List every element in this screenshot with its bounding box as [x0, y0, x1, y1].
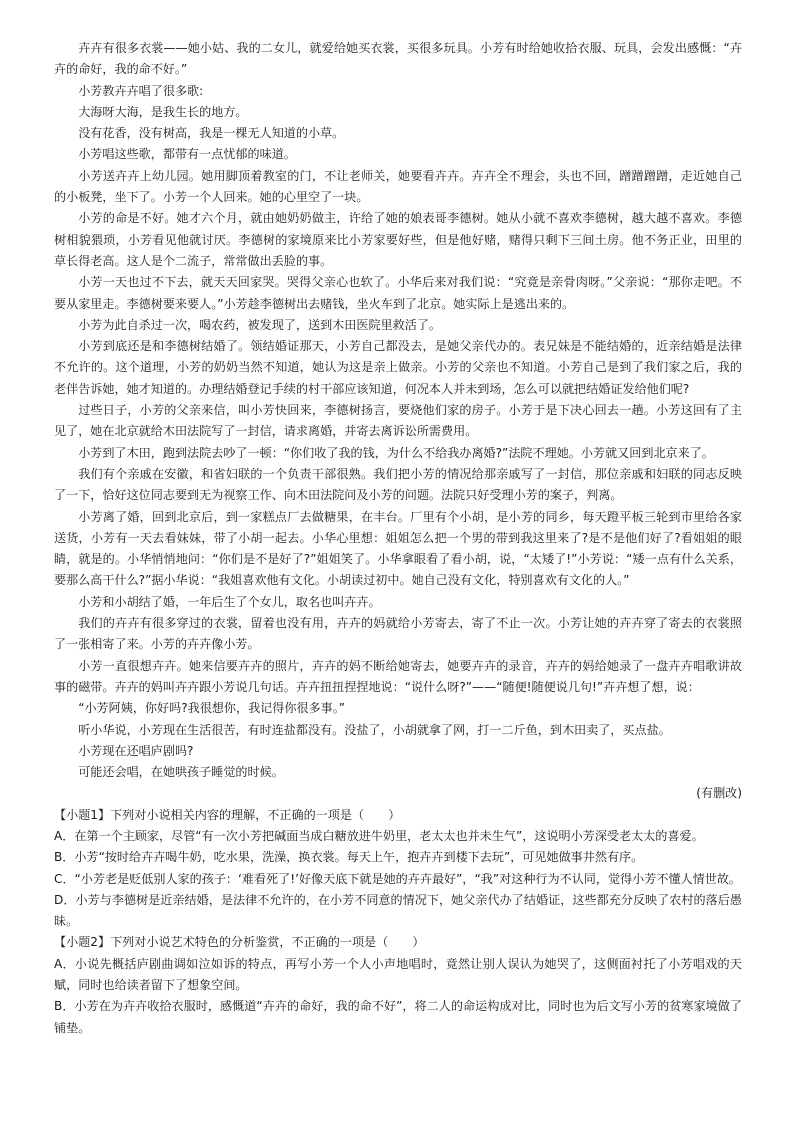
- question-option: B．小芳“按时给卉卉喝牛奶，吃水果，洗澡，换衣裳。每天上午，抱卉卉到楼下去玩”，可见她做事井然有序。: [54, 850, 644, 865]
- questions-section: [54, 805, 742, 1039]
- story-quote: “小芳阿姨，你好吗?我很想你，我记得你很多事。”: [78, 701, 346, 716]
- story-paragraph: 可能还会唱，在她哄孩子睡觉的时候。: [78, 765, 284, 780]
- question-stem: 【小题2】下列对小说艺术特色的分析鉴赏，不正确的一项是（ ）: [54, 935, 425, 950]
- song-lyric: 大海呀大海，是我生长的地方。: [78, 104, 248, 119]
- question-option: B．小芳在为卉卉收拾衣服时，感慨道“卉卉的命好，我的命不好”，将二人的命运构成对比，同时也为后文写小芳的贫寒家境做了铺垫。: [54, 999, 742, 1035]
- story-paragraph: 小芳一天也过不下去，就天天回家哭。哭得父亲心也软了。小华后来对我们说：“究竟是亲骨肉呀。”父亲说：“那你走吧。不要从家里走。李德树要来要人。”小芳趁李德树出去赌钱，坐火车到了北京。她实际上是逃出来的。: [54, 275, 742, 311]
- story-paragraph: 我们的卉卉有很多穿过的衣裳，留着也没有用，卉卉的妈就给小芳寄去，寄了不止一次。小芳让她的卉卉穿了寄去的衣裳照了一张相寄了来。小芳的卉卉像小芳。: [54, 616, 742, 652]
- source-note: (有删改): [696, 786, 742, 801]
- story-paragraph: 小芳现在还唱庐剧吗?: [78, 743, 194, 758]
- story-paragraph: 过些日子，小芳的父亲来信，叫小芳快回来，李德树扬言，要烧他们家的房子。小芳于是下决心回去一趟。小芳这回有了主见了，她在北京就给木田法院写了一封信，请求离婚，并寄去离诉讼所需费用。: [54, 403, 742, 439]
- story-paragraph: 卉卉有很多衣裳——她小姑、我的二女儿，就爱给她买衣裳，买很多玩具。小芳有时给她收拾衣服、玩具，会发出感慨：“卉卉的命好，我的命不好。”: [54, 41, 742, 77]
- story-paragraph: 小芳到了木田，跑到法院去吵了一顿：“你们收了我的钱，为什么不给我办离婚?”法院不理她。小芳就又回到北京来了。: [78, 445, 714, 460]
- story-paragraph: 小芳唱这些歌，都带有一点忧郁的味道。: [78, 147, 296, 162]
- story-paragraph: 小芳一直很想卉卉。她来信要卉卉的照片，卉卉的妈不断给她寄去，她要卉卉的录音，卉卉的妈给她录了一盘卉卉唱歌讲故事的磁带。卉卉的妈叫卉卉跟小芳说几句话。卉卉扭扭捏捏地说：“说什么呀?”——“随便!随便说几句!”卉卉想了想，说：: [54, 658, 742, 694]
- story-body: [54, 38, 742, 805]
- song-lyric: 没有花香，没有树高，我是一棵无人知道的小草。: [78, 126, 345, 141]
- question-option: D．小芳与李德树是近亲结婚，是法律不允许的，在小芳不同意的情况下，她父亲代办了结婚证，这些都充分反映了农村的落后愚昧。: [54, 892, 742, 929]
- story-paragraph: 小芳的命是不好。她才六个月，就由她奶奶做主，许给了她的娘表哥李德树。她从小就不喜欢李德树，越大越不喜欢。李德树相貌猥琐，小芳看见他就讨厌。李德树的家境原来比小芳家要好些，但是他好赌，赌得只剩下三间土房。他不务正业，田里的草长得老高。这人是个二流子，常常做出丢脸的事。: [54, 211, 742, 268]
- story-paragraph: 小芳到底还是和李德树结婚了。领结婚证那天，小芳自己都没去，是她父亲代办的。表兄妹是不能结婚的，近亲结婚是法律不允许的。这个道理，小芳的奶奶当然不知道，她认为这是亲上做亲。小芳的父亲也不知道。小芳自己是到了我们家之后，我的老伴告诉她，她才知道的。办理结婚登记手续的村干部应该知道，何况本人并未到场，怎么可以就把结婚证发给他们呢?: [54, 339, 742, 396]
- story-paragraph: 小芳和小胡结了婚，一年后生了个女儿，取名也叫卉卉。: [78, 594, 381, 609]
- question-option: A．在第一个主顾家，尽管“有一次小芳把碱面当成白糖放进牛奶里，老太太也并未生气”，这说明小芳深受老太太的喜爱。: [54, 828, 704, 843]
- question-stem: 【小题1】下列对小说相关内容的理解，不正确的一项是（ ）: [54, 807, 401, 822]
- question-option: C．“小芳老是贬低别人家的孩子：‘难看死了!’好像天底下就是她的卉卉最好”，“我”对这种行为不认同，觉得小芳不懂人情世故。: [54, 871, 742, 886]
- story-paragraph: 小芳送卉卉上幼儿园。她用脚顶着教室的门，不让老师关，她要看卉卉。卉卉全不理会，头也不回，蹭蹭蹭蹭，走近她自己的小板凳，坐下了。小芳一个人回来。她的心里空了一块。: [54, 168, 742, 205]
- story-paragraph: 我们有个亲戚在安徽，和省妇联的一个负责干部很熟。我们把小芳的情况给那亲戚写了一封信，那位亲戚和妇联的同志反映了一下，恰好这位同志要到无为视察工作、向木田法院问及小芳的问题。法院只好受理小芳的案子，判离。: [54, 466, 742, 503]
- story-paragraph: 小芳离了婚，回到北京后，到一家糕点厂去做糖果，在丰台。厂里有个小胡，是小芳的同乡，每天蹬平板三轮到市里给各家送货，小芳有一天去看妹妹，带了小胡一起去。小华心里想：姐姐怎么把一个男的带到我这里来了?是不是他们好了?看姐姐的眼睛，就是的。小华悄悄地问：“你们是不是好了?”姐姐笑了。小华拿眼看了看小胡，说，“太矮了!”小芳说：“矮一点有什么关系，要那么高干什么?”据小华说：“我姐喜欢他有文化。小胡读过初中。她自己没有文化，特别喜欢有文化的人。”: [54, 509, 742, 588]
- story-paragraph: 听小华说，小芳现在生活很苦，有时连盐都没有。没盐了，小胡就拿了网，打一二斤鱼，到木田卖了，买点盐。: [78, 722, 671, 737]
- story-paragraph: 小芳为此自杀过一次，喝农药，被发现了，送到木田医院里救活了。: [78, 317, 442, 332]
- question-option: A．小说先概括庐剧曲调如泣如诉的特点，再写小芳一个人小声地唱时，竟然让别人误认为她哭了，这侧面衬托了小芳唱戏的天赋，同时也给读者留下了想象空间。: [54, 956, 742, 993]
- story-paragraph: 小芳教卉卉唱了很多歌:: [78, 83, 204, 98]
